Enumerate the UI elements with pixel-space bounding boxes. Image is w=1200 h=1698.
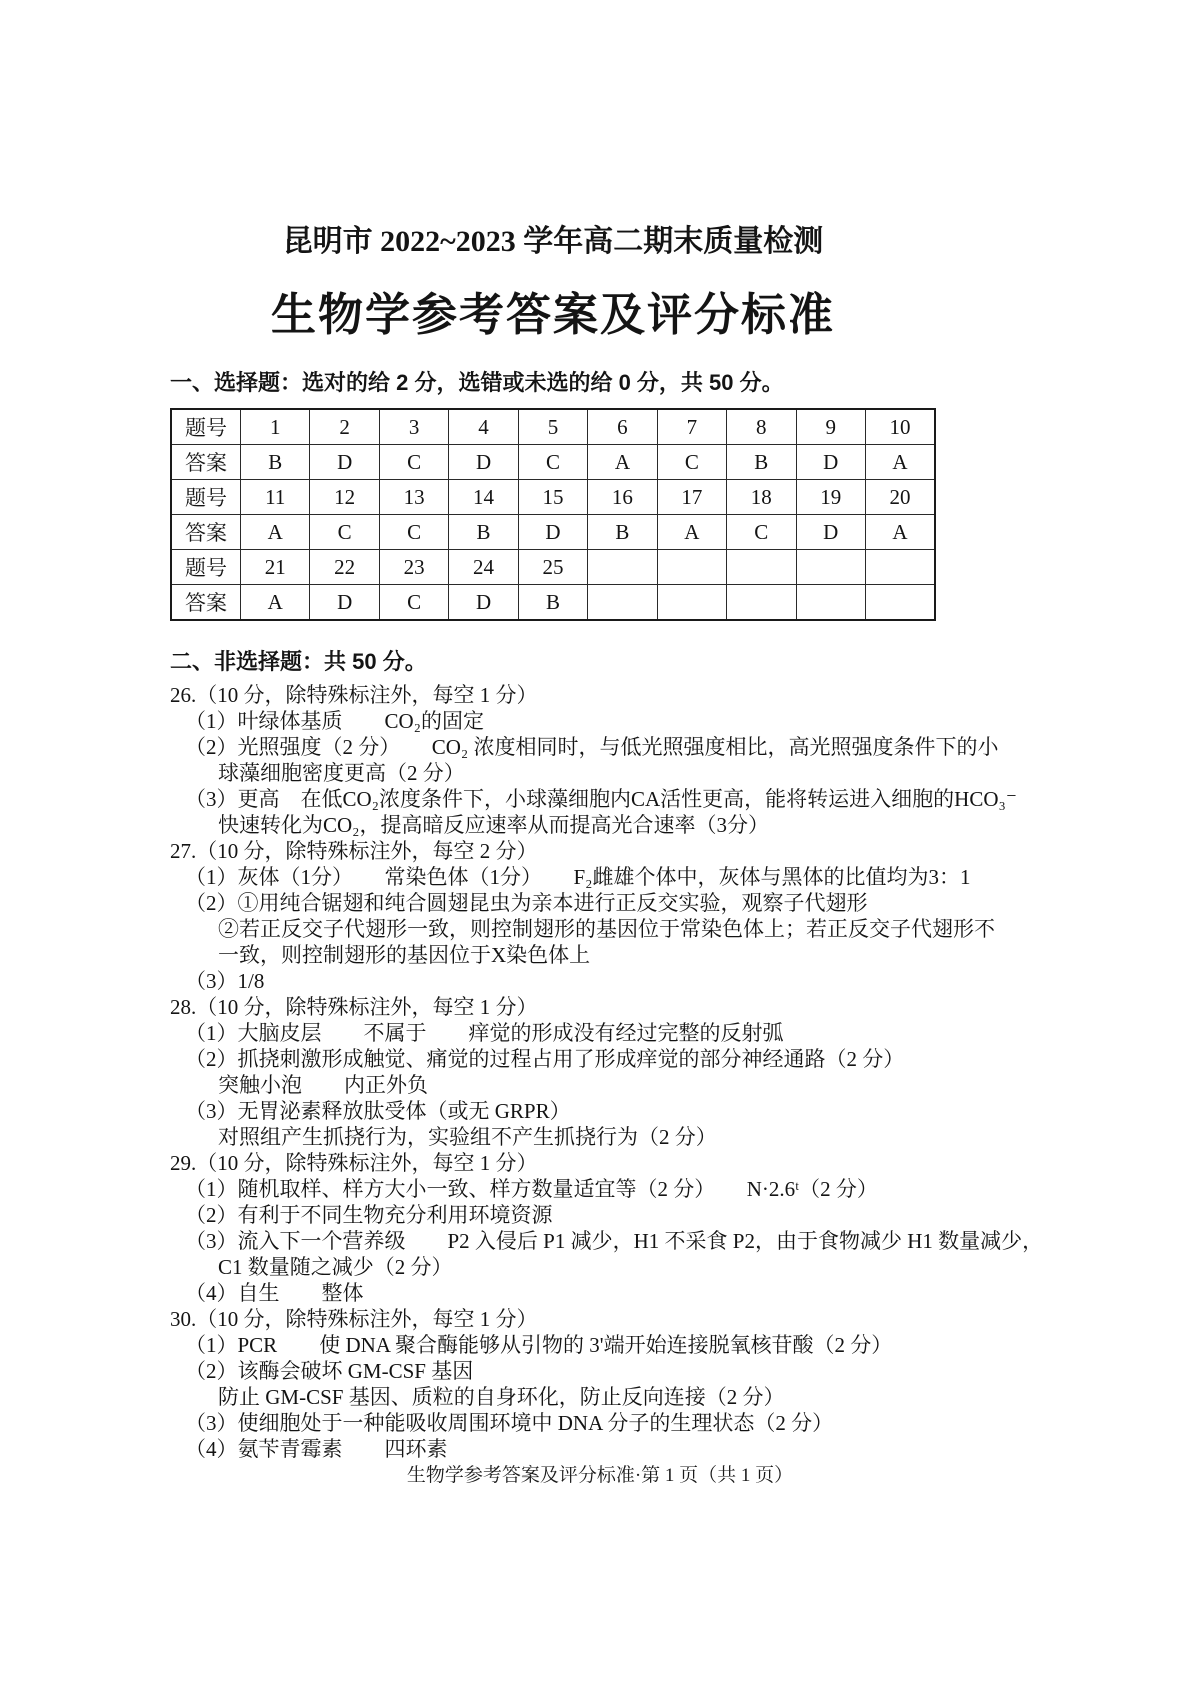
table-row: [171, 480, 935, 515]
answer-line: （4）氨苄青霉素 四环素: [185, 1437, 448, 1461]
answer-cell: A: [865, 515, 935, 550]
question-number-cell: 6: [588, 409, 657, 445]
question-heading-line: 27.（10 分，除特殊标注外，每空 2 分）: [170, 839, 538, 863]
answer-cell: D: [449, 445, 518, 480]
question-number-cell: 14: [449, 480, 518, 515]
answer-line: （3）更高 在低CO₂浓度条件下，小球藻细胞内CA活性更高，能将转运进入细胞的HCO₃⁻: [185, 787, 1017, 811]
question-number-cell: 15: [518, 480, 587, 515]
exam-title: 昆明市 2022~2023 学年高二期末质量检测: [282, 225, 824, 258]
table-row: [171, 550, 935, 585]
answer-line: ②若正反交子代翅形一致，则控制翅形的基因位于常染色体上；若正反交子代翅形不: [218, 917, 995, 941]
question-heading-line: 29.（10 分，除特殊标注外，每空 1 分）: [170, 1151, 538, 1175]
answer-cell: A: [241, 585, 310, 621]
answer-cell: A: [588, 445, 657, 480]
question-number-cell: 4: [449, 409, 518, 445]
choice-section-heading: 一、选择题：选对的给 2 分，选错或未选的给 0 分，共 50 分。: [170, 370, 784, 395]
answer-line: 快速转化为CO₂，提高暗反应速率从而提高光合速率（3分）: [218, 813, 769, 837]
answer-cell: D: [449, 585, 518, 621]
question-number-cell: 3: [379, 409, 448, 445]
row-label: 题号: [171, 550, 241, 585]
answer-line: （2）抓挠刺激形成触觉、痛觉的过程占用了形成痒觉的部分神经通路（2 分）: [185, 1047, 905, 1071]
question-number-cell: 16: [588, 480, 657, 515]
answer-cell: C: [657, 445, 726, 480]
answer-line: （3）流入下一个营养级 P2 入侵后 P1 减少，H1 不采食 P2，由于食物减少 H1 数量减少，: [185, 1229, 1044, 1253]
answer-cell: [588, 585, 657, 621]
answer-line: （1）大脑皮层 不属于 痒觉的形成没有经过完整的反射弧: [185, 1021, 784, 1045]
answer-line: （2）该酶会破坏 GM-CSF 基因: [185, 1359, 474, 1383]
question-number-cell: 19: [796, 480, 865, 515]
answer-line: （2）光照强度（2 分） CO₂ 浓度相同时，与低光照强度相比，高光照强度条件下的小: [185, 735, 999, 759]
answer-line: （3）1/8: [185, 969, 265, 993]
answer-cell: C: [727, 515, 796, 550]
question-number-cell: 13: [379, 480, 448, 515]
question-number-cell: 9: [796, 409, 865, 445]
question-heading-line: 28.（10 分，除特殊标注外，每空 1 分）: [170, 995, 538, 1019]
answer-cell: D: [518, 515, 587, 550]
answer-line: （1）叶绿体基质 CO₂的固定: [185, 709, 484, 733]
doc-title: 生物学参考答案及评分标准: [270, 290, 835, 340]
question-number-cell: 22: [310, 550, 379, 585]
table-row: [171, 585, 935, 621]
answer-cell: C: [518, 445, 587, 480]
answer-line: （1）灰体（1分） 常染色体（1分） F₂雌雄个体中，灰体与黑体的比值均为3：1: [185, 865, 971, 889]
answer-line: C1 数量随之减少（2 分）: [218, 1255, 453, 1279]
answer-cell: B: [241, 445, 310, 480]
question-number-cell: 23: [379, 550, 448, 585]
answer-cell: B: [518, 585, 587, 621]
answer-key-table: [170, 408, 936, 621]
question-number-cell: 5: [518, 409, 587, 445]
answer-line: 一致，则控制翅形的基因位于X染色体上: [218, 943, 591, 967]
free-response-section-heading: 二、非选择题：共 50 分。: [170, 649, 427, 674]
answer-cell: B: [588, 515, 657, 550]
answer-cell: C: [379, 445, 448, 480]
question-heading-line: 30.（10 分，除特殊标注外，每空 1 分）: [170, 1307, 538, 1331]
answer-line: 突触小泡 内正外负: [218, 1073, 428, 1097]
row-label: 答案: [171, 515, 241, 550]
table-row: [171, 515, 935, 550]
question-number-cell: 8: [727, 409, 796, 445]
question-number-cell: [727, 550, 796, 585]
row-label: 题号: [171, 480, 241, 515]
answer-line: 防止 GM-CSF 基因、质粒的自身环化，防止反向连接（2 分）: [218, 1385, 785, 1409]
answer-table-body: [171, 409, 935, 620]
answer-cell: [727, 585, 796, 621]
row-label: 题号: [171, 409, 241, 445]
question-number-cell: [657, 550, 726, 585]
question-number-cell: 20: [865, 480, 935, 515]
answer-cell: C: [310, 515, 379, 550]
answer-line: （2）有利于不同生物充分利用环境资源: [185, 1203, 553, 1227]
answer-cell: D: [796, 445, 865, 480]
answer-line: （1）PCR 使 DNA 聚合酶能够从引物的 3'端开始连接脱氧核苷酸（2 分）: [185, 1333, 893, 1357]
answer-cell: A: [865, 445, 935, 480]
answer-cell: B: [727, 445, 796, 480]
answer-line: （1）随机取样、样方大小一致、样方数量适宜等（2 分） N·2.6ᵗ（2 分）: [185, 1177, 878, 1201]
answer-lines: [170, 682, 1044, 1462]
answer-line: （3）无胃泌素释放肽受体（或无 GRPR）: [185, 1099, 571, 1123]
question-heading-line: 26.（10 分，除特殊标注外，每空 1 分）: [170, 683, 538, 707]
question-number-cell: 21: [241, 550, 310, 585]
answer-line: （4）自生 整体: [185, 1281, 364, 1305]
answer-cell: [796, 585, 865, 621]
question-number-cell: 12: [310, 480, 379, 515]
question-number-cell: 2: [310, 409, 379, 445]
question-number-cell: 17: [657, 480, 726, 515]
question-number-cell: [865, 550, 935, 585]
table-row: [171, 445, 935, 480]
answer-cell: A: [657, 515, 726, 550]
answer-line: （3）使细胞处于一种能吸收周围环境中 DNA 分子的生理状态（2 分）: [185, 1411, 834, 1435]
question-number-cell: 7: [657, 409, 726, 445]
answer-cell: C: [379, 515, 448, 550]
question-number-cell: 1: [241, 409, 310, 445]
answer-cell: C: [379, 585, 448, 621]
row-label: 答案: [171, 585, 241, 621]
question-number-cell: [796, 550, 865, 585]
row-label: 答案: [171, 445, 241, 480]
answer-cell: [657, 585, 726, 621]
answer-cell: A: [241, 515, 310, 550]
question-number-cell: 24: [449, 550, 518, 585]
question-number-cell: 25: [518, 550, 587, 585]
answer-line: 对照组产生抓挠行为，实验组不产生抓挠行为（2 分）: [218, 1125, 717, 1149]
question-number-cell: 11: [241, 480, 310, 515]
answer-cell: D: [796, 515, 865, 550]
question-number-cell: 18: [727, 480, 796, 515]
answer-cell: D: [310, 445, 379, 480]
question-number-cell: 10: [865, 409, 935, 445]
table-row: [171, 409, 935, 445]
answer-cell: B: [449, 515, 518, 550]
answer-cell: D: [310, 585, 379, 621]
answer-line: 球藻细胞密度更高（2 分）: [218, 761, 465, 785]
page-footer: 生物学参考答案及评分标准·第 1 页（共 1 页）: [406, 1465, 794, 1486]
answer-line: （2）①用纯合锯翅和纯合圆翅昆虫为亲本进行正反交实验，观察子代翅形: [185, 891, 868, 915]
question-number-cell: [588, 550, 657, 585]
answer-cell: [865, 585, 935, 621]
